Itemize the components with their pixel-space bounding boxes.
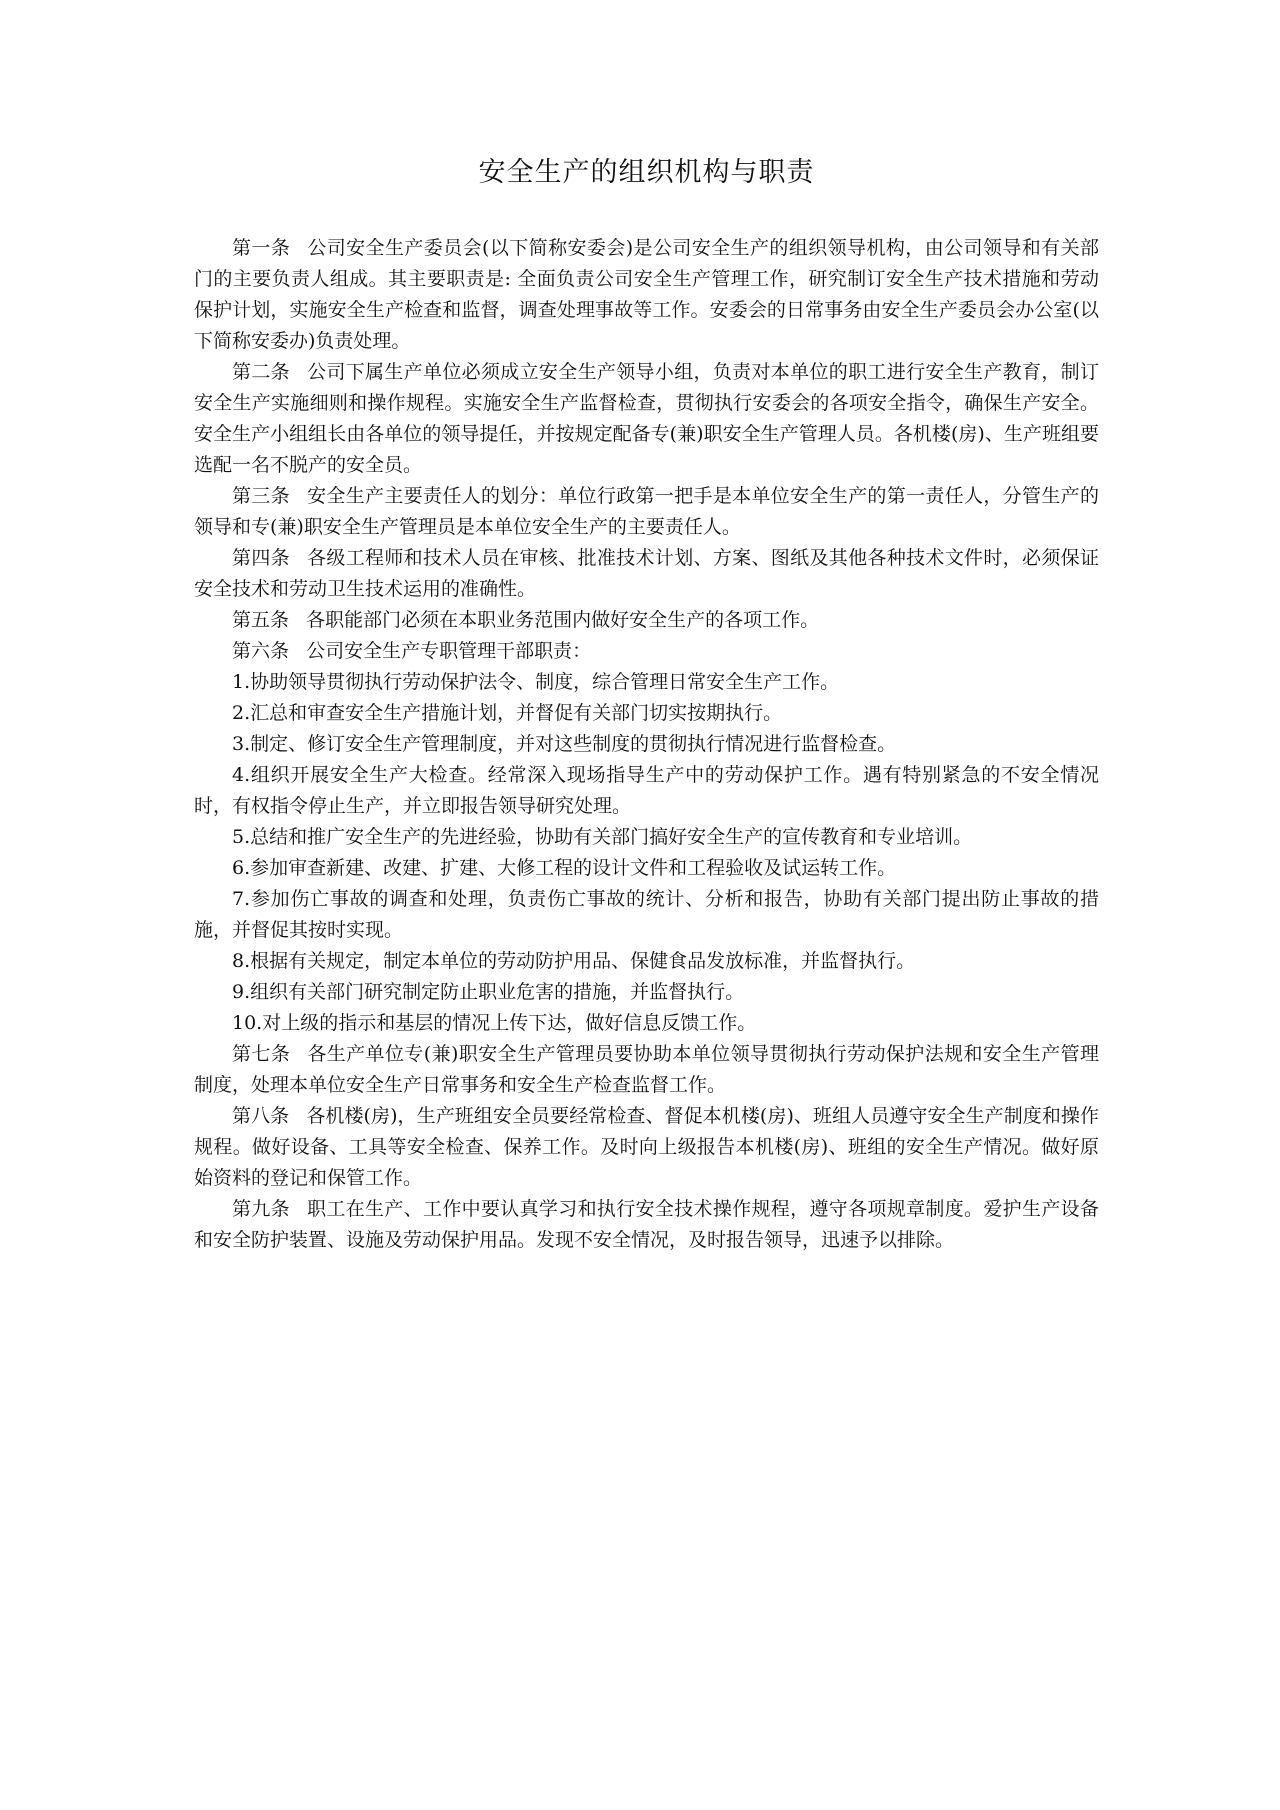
document-page (194, 150, 1099, 1256)
document-title: 安全生产的组织机构与职责 (478, 157, 815, 188)
duty-item-8: 8.根据有关规定，制定本单位的劳动防护用品、保健食品发放标准，并监督执行。 (232, 950, 916, 972)
article-number: 第三条 (232, 485, 290, 507)
duty-item-10: 10.对上级的指示和基层的情况上传下达，做好信息反馈工作。 (232, 1012, 757, 1034)
document-body (194, 233, 1099, 1256)
article-6 (194, 636, 1099, 667)
article-text: 各机楼(房)，生产班组安全员要经常检查、督促本机楼(房)、班组人员遵守安全生产制度和操作规程。做好设备、工具等安全检查、保养工作。及时向上级报告本机楼(房)、班组的安全生产情况。做好原始资料的登记和保管工作。 (194, 1105, 1099, 1189)
article-text: 安全生产主要责任人的划分：单位行政第一把手是本单位安全生产的第一责任人，分管生产的领导和专(兼)职安全生产管理员是本单位安全生产的主要责任人。 (194, 485, 1099, 538)
article-text: 公司安全生产专职管理干部职责： (306, 640, 592, 662)
article-number: 第五条 (232, 609, 290, 631)
article-number: 第九条 (232, 1198, 290, 1220)
duty-item-7: 7.参加伤亡事故的调查和处理，负责伤亡事故的统计、分析和报告，协助有关部门提出防止事故的措施，并督促其按时实现。 (194, 888, 1099, 941)
article-3 (194, 481, 1099, 543)
article-number: 第四条 (232, 547, 290, 569)
duty-item-3: 3.制定、修订安全生产管理制度，并对这些制度的贯彻执行情况进行监督检查。 (232, 733, 897, 755)
duty-item-6: 6.参加审查新建、改建、扩建、大修工程的设计文件和工程验收及试运转工作。 (232, 857, 897, 879)
article-number: 第七条 (232, 1043, 291, 1065)
article-4 (194, 543, 1099, 605)
article-9 (194, 1194, 1099, 1256)
article-text: 各级工程师和技术人员在审核、批准技术计划、方案、图纸及其他各种技术文件时，必须保证安全技术和劳动卫生技术运用的准确性。 (194, 547, 1099, 600)
article-text: 职工在生产、工作中要认真学习和执行安全技术操作规程，遵守各项规章制度。爱护生产设备和安全防护装置、设施及劳动保护用品。发现不安全情况，及时报告领导，迅速予以排除。 (194, 1198, 1099, 1251)
article-2 (194, 357, 1099, 481)
article-8 (194, 1101, 1099, 1194)
article-number: 第二条 (232, 361, 290, 383)
article-text: 公司下属生产单位必须成立安全生产领导小组，负责对本单位的职工进行安全生产教育，制订安全生产实施细则和操作规程。实施安全生产监督检查，贯彻执行安委会的各项安全指令，确保生产安全。安全生产小组组长由各单位的领导提任，并按规定配备专(兼)职安全生产管理人员。各机楼(房)、生产班组要选配一名不脱产的安全员。 (194, 361, 1099, 476)
article-number: 第六条 (232, 640, 290, 662)
article-text: 各职能部门必须在本职业务范围内做好安全生产的各项工作。 (306, 609, 820, 631)
duty-item-2: 2.汇总和审查安全生产措施计划，并督促有关部门切实按期执行。 (232, 702, 783, 724)
article-number: 第一条 (232, 237, 291, 259)
article-text: 公司安全生产委员会(以下简称安委会)是公司安全生产的组织领导机构，由公司领导和有关部门的主要负责人组成。其主要职责是: 全面负责公司安全生产管理工作，研究制订安全生产技术措施和劳动保护计划，实施安全生产检查和监督，调查处理事故等工作。安委会的日常事务由安全生产委员会办公室(以下简称安委办)负责处理。 (194, 237, 1099, 352)
article-1 (194, 233, 1099, 357)
article-number: 第八条 (232, 1105, 290, 1127)
duty-item-4: 4.组织开展安全生产大检查。经常深入现场指导生产中的劳动保护工作。遇有特别紧急的不安全情况时，有权指令停止生产，并立即报告领导研究处理。 (194, 764, 1099, 817)
duty-item-5: 5.总结和推广安全生产的先进经验，协助有关部门搞好安全生产的宣传教育和专业培训。 (232, 826, 973, 848)
article-5 (194, 605, 1099, 636)
article-7 (194, 1039, 1099, 1101)
duty-item-9: 9.组织有关部门研究制定防止职业危害的措施，并监督执行。 (232, 981, 745, 1003)
duty-item-1: 1.协助领导贯彻执行劳动保护法令、制度，综合管理日常安全生产工作。 (232, 671, 840, 693)
article-text: 各生产单位专(兼)职安全生产管理员要协助本单位领导贯彻执行劳动保护法规和安全生产管理制度，处理本单位安全生产日常事务和安全生产检查监督工作。 (194, 1043, 1099, 1096)
